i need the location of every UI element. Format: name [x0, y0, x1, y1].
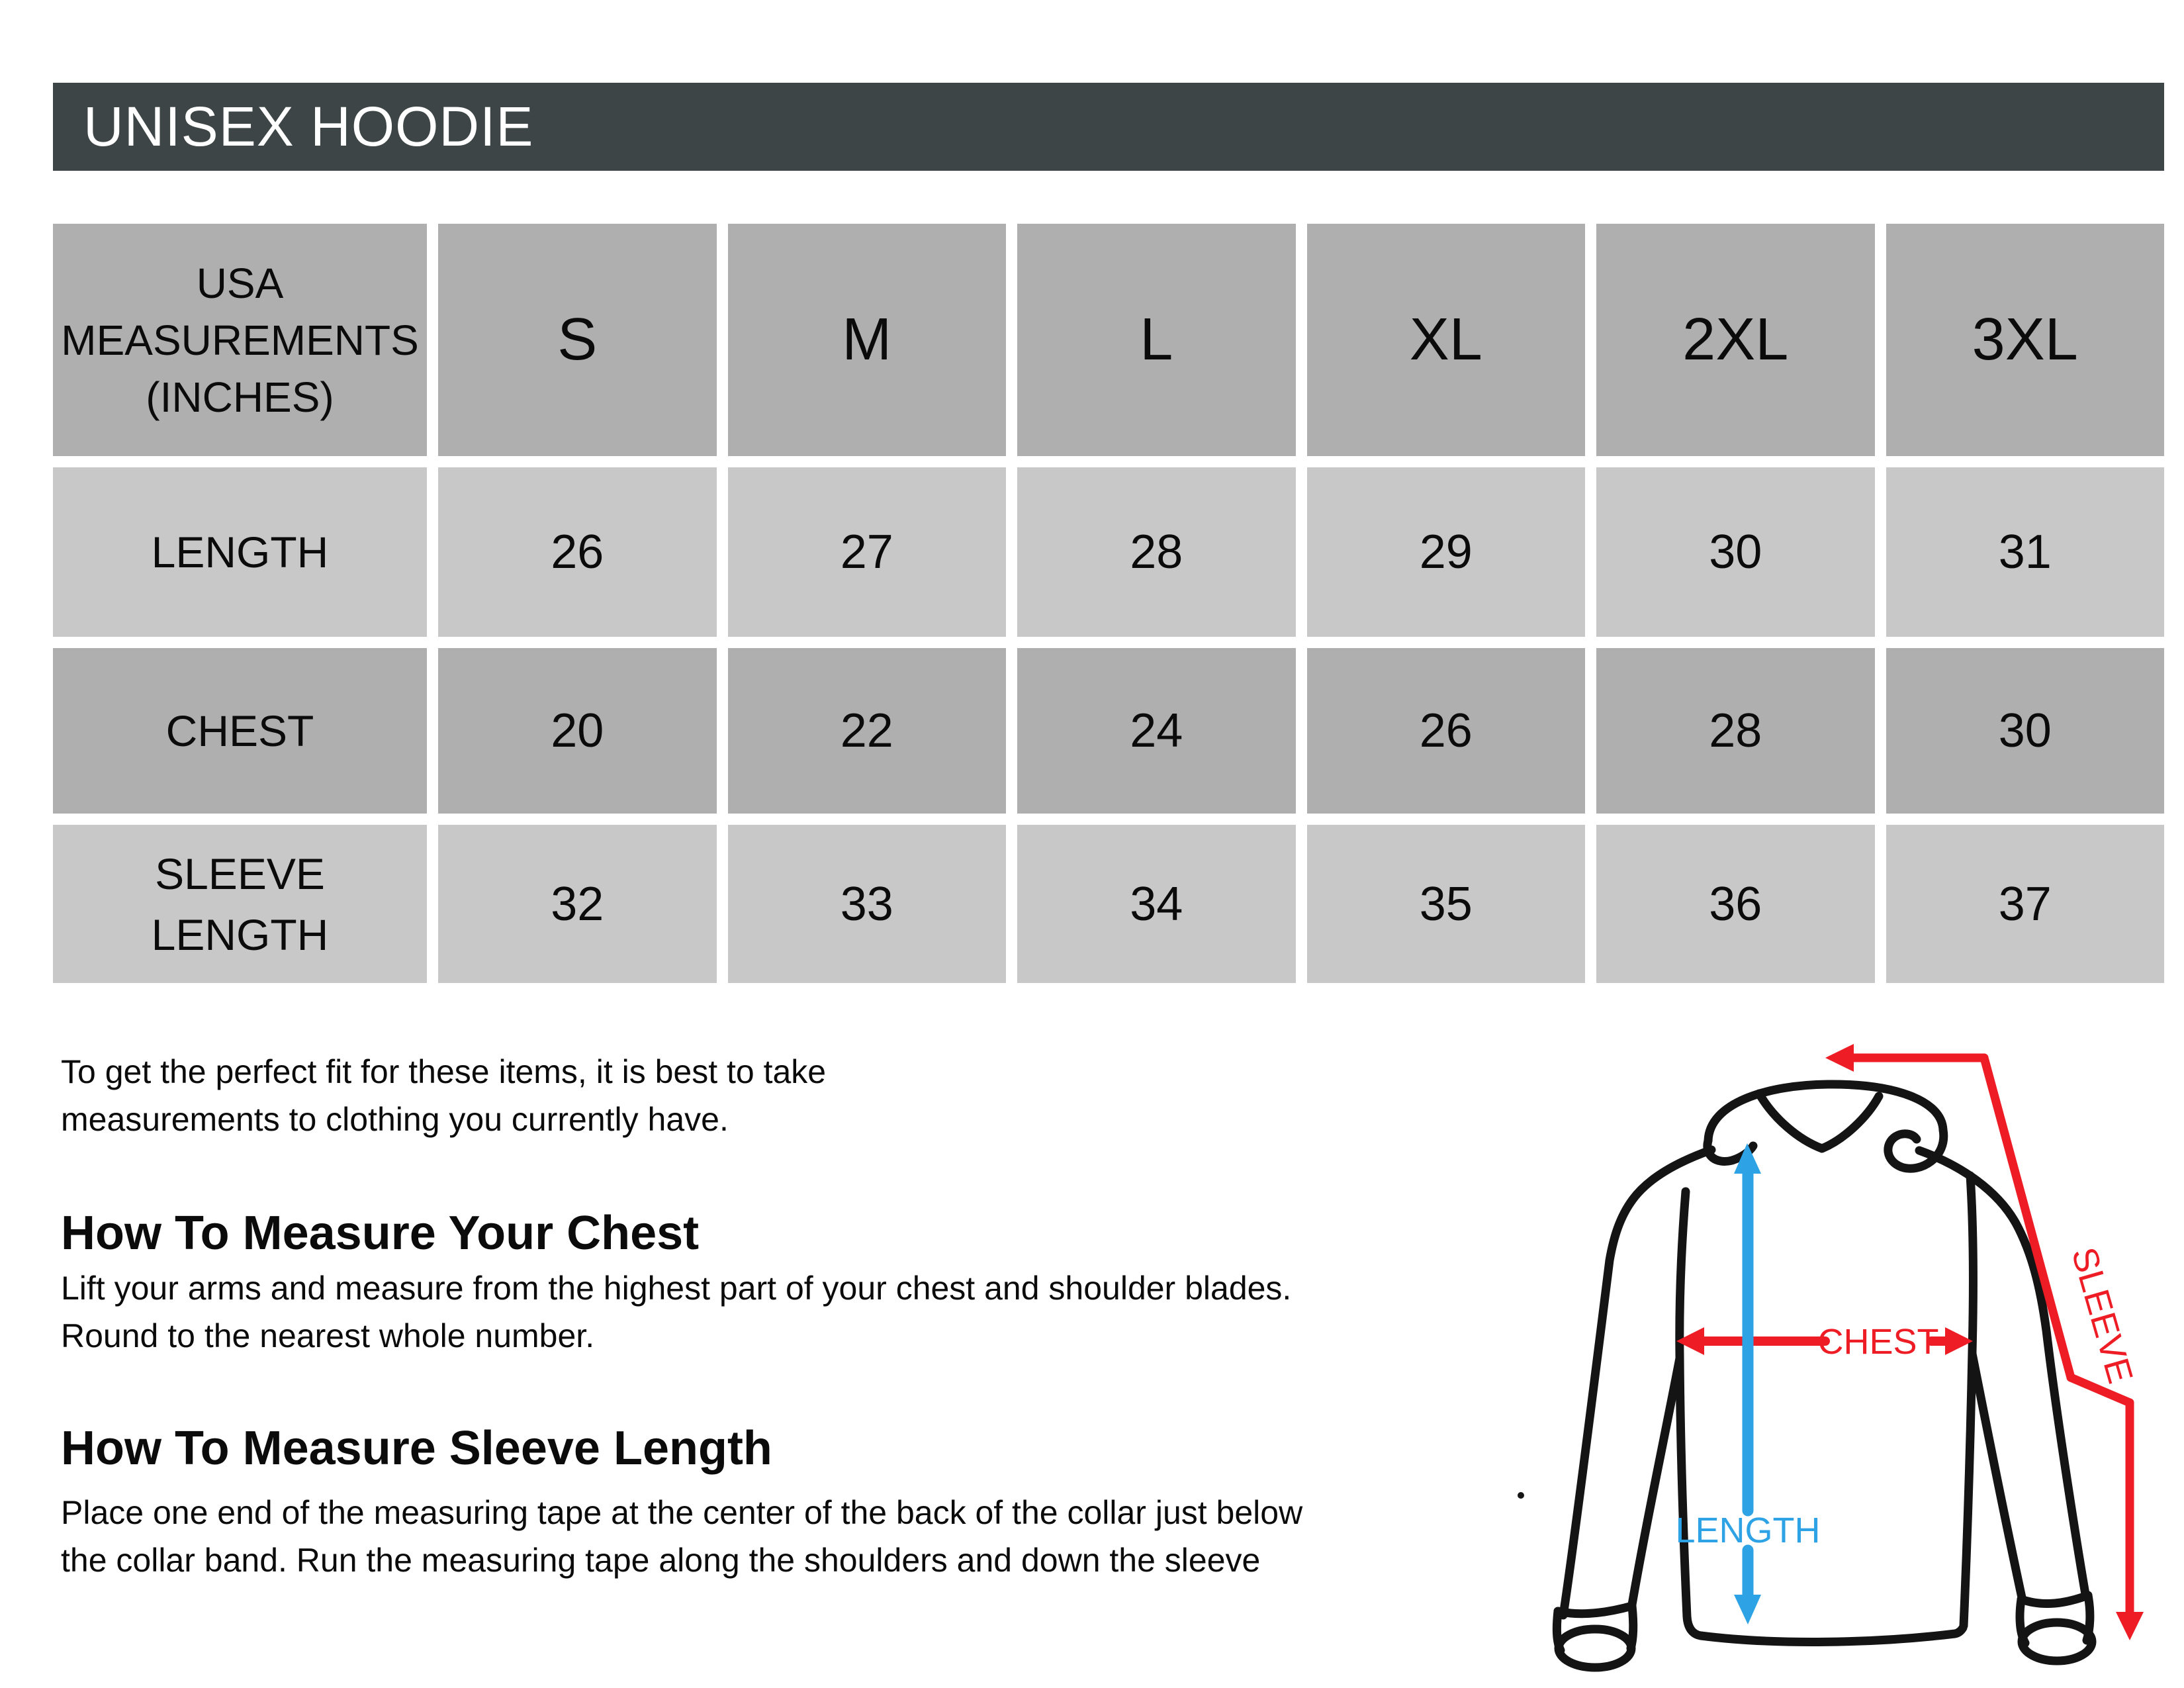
- row-header-sleeve-line1: SLEEVE: [155, 849, 325, 898]
- chest-m: 22: [728, 648, 1007, 814]
- chest-instructions: [61, 1264, 1291, 1360]
- collar-v-outline: [1759, 1094, 1879, 1149]
- right-shoulder-and-arm: [1919, 1150, 2085, 1594]
- hoodie-diagram: [1489, 1019, 2184, 1688]
- chest-3xl: 30: [1886, 648, 2165, 814]
- corner-line-2: MEASUREMENTS: [61, 316, 419, 364]
- chest-l: 24: [1017, 648, 1296, 814]
- hem-line: [1701, 1628, 1963, 1642]
- column-header-3xl: 3XL: [1886, 224, 2165, 456]
- length-label: LENGTH: [1675, 1511, 1821, 1550]
- corner-line-3: (INCHES): [146, 373, 334, 421]
- page-title: UNISEX HOODIE: [83, 95, 534, 158]
- chest-label: CHEST: [1817, 1322, 1939, 1362]
- column-header-l: L: [1017, 224, 1296, 456]
- row-header-length: [53, 467, 427, 637]
- row-header-chest: [53, 648, 427, 814]
- sleeve-instructions-line1: Place one end of the measuring tape at the center of the back of the collar just below: [61, 1494, 1303, 1531]
- table-corner-header: [53, 224, 427, 456]
- fit-note-line2: measurements to clothing you currently have.: [61, 1101, 729, 1138]
- left-cuff-opening: [1559, 1629, 1631, 1667]
- length-l: 28: [1017, 467, 1296, 637]
- sleeve-arrow-diagonal: [1984, 1058, 2071, 1378]
- sleeve-2xl: 36: [1596, 825, 1875, 983]
- left-cuff-top: [1558, 1606, 1632, 1614]
- sleeve-arrowhead-down: [2116, 1612, 2144, 1640]
- corner-line-1: USA: [196, 259, 284, 307]
- row-header-sleeve-length: [53, 825, 427, 983]
- sleeve-l: 34: [1017, 825, 1296, 983]
- row-header-sleeve-line2: LENGTH: [151, 910, 329, 959]
- right-cuff-opening: [2022, 1622, 2092, 1661]
- chest-xl: 26: [1307, 648, 1586, 814]
- sleeve-label: SLEEVE: [2064, 1243, 2141, 1388]
- size-table: [53, 224, 2164, 983]
- chest-instructions-line1: Lift your arms and measure from the highest part of your chest and shoulder blades.: [61, 1270, 1292, 1307]
- right-cuff-top: [2021, 1595, 2088, 1604]
- sleeve-m: 33: [728, 825, 1007, 983]
- row-header-chest-text: CHEST: [165, 706, 314, 755]
- chest-instructions-line2: Round to the nearest whole number.: [61, 1317, 595, 1354]
- sleeve-instructions: [61, 1489, 1302, 1584]
- fit-note: [61, 1048, 826, 1143]
- row-header-length-text: LENGTH: [151, 528, 329, 577]
- length-s: 26: [438, 467, 717, 637]
- sleeve-heading: How To Measure Sleeve Length: [61, 1422, 772, 1475]
- right-body-side: [1964, 1176, 1974, 1626]
- title-bar: [53, 83, 2164, 171]
- sleeve-xl: 35: [1307, 825, 1586, 983]
- length-3xl: 31: [1886, 467, 2165, 637]
- length-arrowhead-bottom: [1734, 1595, 1761, 1624]
- left-body-side: [1680, 1192, 1701, 1636]
- chest-s: 20: [438, 648, 717, 814]
- chest-arrow: [1676, 1322, 1973, 1362]
- column-header-2xl: 2XL: [1596, 224, 1875, 456]
- sleeve-instructions-line2: the collar band. Run the measuring tape along the shoulders and down the sleeve: [61, 1542, 1261, 1579]
- sleeve-s: 32: [438, 825, 717, 983]
- stray-dot: [1518, 1492, 1524, 1499]
- column-header-m: M: [728, 224, 1007, 456]
- column-header-s: S: [438, 224, 717, 456]
- fit-note-line1: To get the perfect fit for these items, it is best to take: [61, 1053, 827, 1090]
- chest-2xl: 28: [1596, 648, 1875, 814]
- length-xl: 29: [1307, 467, 1586, 637]
- column-header-xl: XL: [1307, 224, 1586, 456]
- right-inner-arm: [1972, 1354, 2023, 1601]
- left-inner-arm: [1632, 1358, 1680, 1605]
- length-2xl: 30: [1596, 467, 1875, 637]
- sleeve-3xl: 37: [1886, 825, 2165, 983]
- chest-heading: How To Measure Your Chest: [61, 1207, 700, 1260]
- length-arrow: [1675, 1143, 1820, 1624]
- length-m: 27: [728, 467, 1007, 637]
